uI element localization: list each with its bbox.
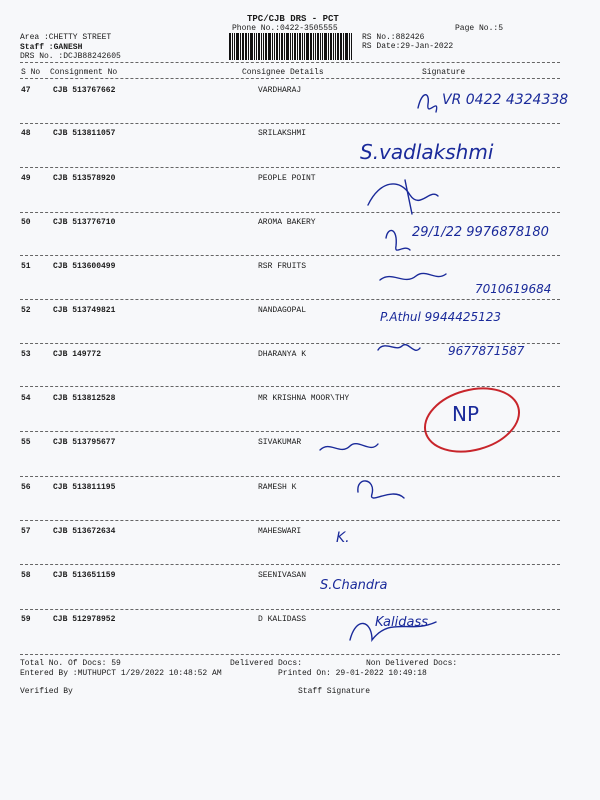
row-consignment: CJB 513811195 (53, 483, 116, 492)
signature-row-53: 9677871587 (448, 344, 525, 358)
row-consignee: SIVAKUMAR (258, 438, 302, 447)
col-header-sno: S No (21, 68, 41, 77)
signature-row-48: S.vadlakshmi (360, 140, 494, 164)
signature-row-58: S.Chandra (320, 578, 388, 593)
signature-row-50: 29/1/22 9976878180 (412, 225, 549, 240)
col-header-signature: Signature (422, 68, 466, 77)
col-header-consignee: Consignee Details (242, 68, 324, 77)
footer-divider (20, 654, 560, 655)
signature-row-54: NP (452, 402, 480, 426)
row-consignment: CJB 513776710 (53, 218, 116, 227)
row-sno: 48 (21, 129, 31, 138)
row-consignee: VARDHARAJ (258, 86, 302, 95)
sheet-title: TPC/CJB DRS - PCT (247, 14, 339, 24)
row-consignment: CJB 513672634 (53, 527, 116, 536)
page-number: Page No.:5 (455, 24, 504, 33)
drs-number: DRS No. :DCJB88242605 (20, 52, 121, 61)
printed-on: Printed On: 29-01-2022 10:49:18 (278, 669, 427, 678)
row-consignment: CJB 512978952 (53, 615, 116, 624)
verified-by: Verified By (20, 687, 73, 696)
row-consignee: PEOPLE POINT (258, 174, 316, 183)
row-sno: 49 (21, 174, 31, 183)
row-consignment: CJB 513600499 (53, 262, 116, 271)
row-sno: 56 (21, 483, 31, 492)
signature-row-47: VR 0422 4324338 (442, 92, 569, 108)
row-consignee: MAHESWARI (258, 527, 302, 536)
row-consignee: RAMESH K (258, 483, 297, 492)
row-consignment: CJB 513812528 (53, 394, 116, 403)
row-sno: 57 (21, 527, 31, 536)
row-sno: 54 (21, 394, 31, 403)
row-sno: 50 (21, 218, 31, 227)
row-sno: 52 (21, 306, 31, 315)
row-consignee: NANDAGOPAL (258, 306, 307, 315)
entered-by: Entered By :MUTHUPCT 1/29/2022 10:48:52 AM (20, 669, 222, 678)
row-consignee: AROMA BAKERY (258, 218, 316, 227)
row-consignee: SRILAKSHMI (258, 129, 307, 138)
phone-number: Phone No.:0422-3505555 (232, 24, 338, 33)
rs-date: RS Date:29-Jan-2022 (362, 42, 454, 51)
row-consignment: CJB 513767662 (53, 86, 116, 95)
col-header-consignment: Consignment No (50, 68, 118, 77)
row-consignment: CJB 513795677 (53, 438, 116, 447)
delivered-docs: Delivered Docs: (230, 659, 303, 668)
row-sno: 58 (21, 571, 31, 580)
area-label: Area :CHETTY STREET (20, 33, 112, 42)
row-sno: 59 (21, 615, 31, 624)
signature-row-52: P.Athul 9944425123 (380, 310, 502, 324)
non-delivered-docs: Non Delivered Docs: (366, 659, 458, 668)
rs-number: RS No.:882426 (362, 33, 425, 42)
row-consignee: RSR FRUITS (258, 262, 307, 271)
row-consignee: SEENIVASAN (258, 571, 307, 580)
row-consignment: CJB 513749821 (53, 306, 116, 315)
signature-row-59: Kalidass (375, 615, 429, 630)
staff-signature: Staff Signature (298, 687, 371, 696)
row-sno: 47 (21, 86, 31, 95)
row-consignee: MR KRISHNA MOOR\THY (258, 394, 350, 403)
total-docs: Total No. Of Docs: 59 (20, 659, 121, 668)
signature-row-57: K. (336, 530, 350, 546)
staff-label: Staff :GANESH (20, 43, 83, 52)
row-consignment: CJB 513578920 (53, 174, 116, 183)
row-sno: 53 (21, 350, 31, 359)
row-consignment: CJB 149772 (53, 350, 102, 359)
row-consignment: CJB 513651159 (53, 571, 116, 580)
row-sno: 51 (21, 262, 31, 271)
signature-row-51: 7010619684 (475, 282, 552, 296)
row-consignment: CJB 513811057 (53, 129, 116, 138)
row-consignee: D KALIDASS (258, 615, 307, 624)
row-sno: 55 (21, 438, 31, 447)
row-consignee: DHARANYA K (258, 350, 307, 359)
